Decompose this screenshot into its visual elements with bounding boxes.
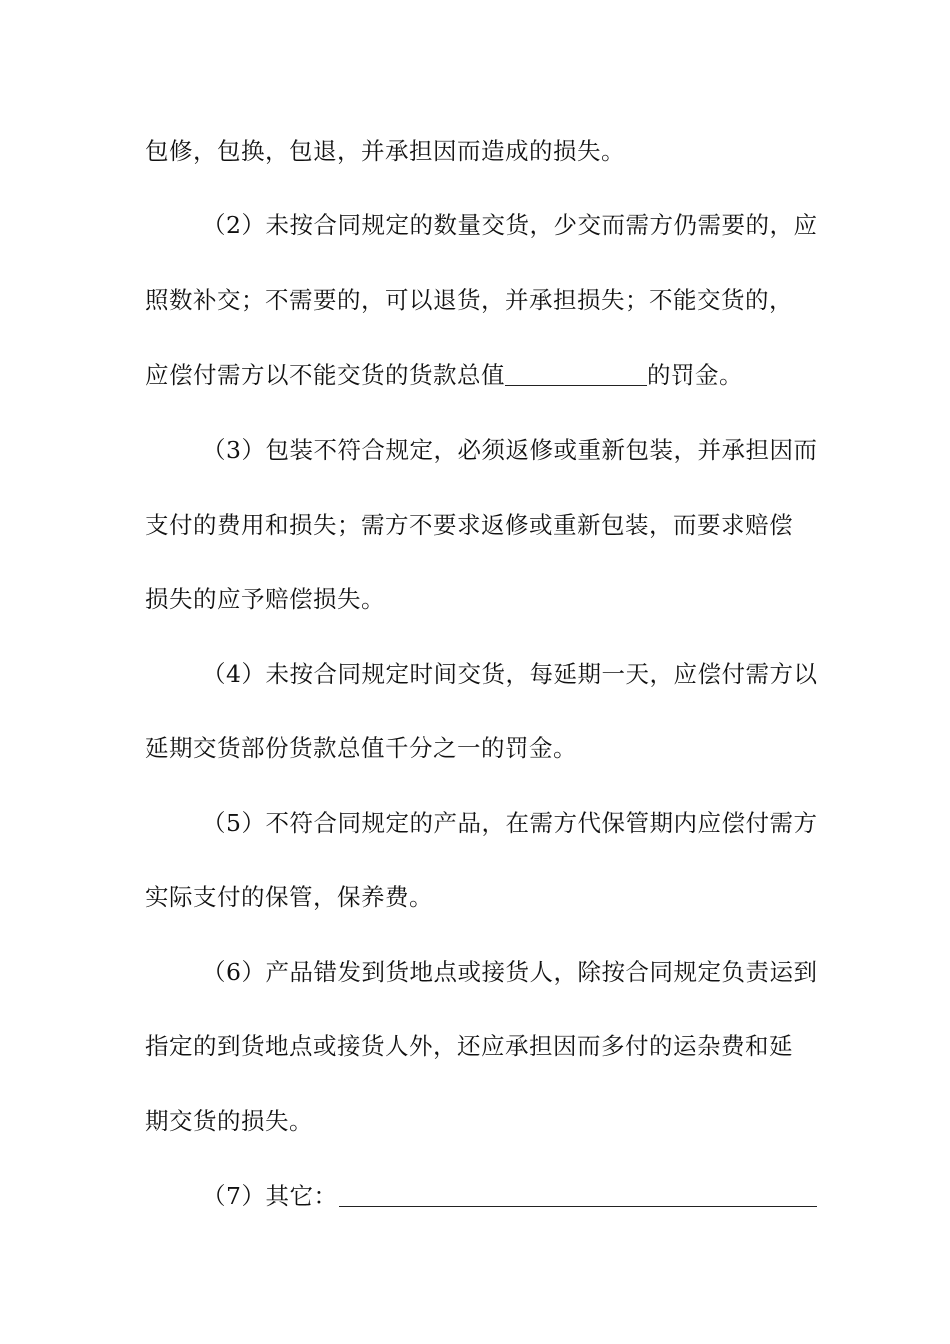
line-text: 指定的到货地点或接货人外，还应承担因而多付的运杂费和延 [145,1032,793,1060]
line-text: （6）产品错发到货地点或接货人，除按合同规定负责运到 [202,958,818,986]
clause-6-line-2 [145,1026,810,1066]
line-text: 实际支付的保管，保养费。 [145,883,433,911]
line-text: 支付的费用和损失；需方不要求返修或重新包装，而要求赔偿 [145,511,793,539]
clause-2-line-1 [145,205,818,245]
clause-6-line-3 [145,1101,810,1141]
penalty-blank-field[interactable] [505,357,647,386]
line-text: 包修，包换，包退，并承担因而造成的损失。 [145,137,625,165]
line-text: 延期交货部份货款总值千分之一的罚金。 [145,734,577,762]
clause-2-line-3 [145,355,810,395]
line-text: 损失的应予赔偿损失。 [145,585,385,613]
clause-3-line-3 [145,579,810,619]
line-text: （2）未按合同规定的数量交货，少交而需方仍需要的，应 [202,211,818,239]
other-terms-blank-field[interactable] [339,1178,817,1207]
clause-7-line-1 [145,1176,810,1216]
line-text: 的罚金。 [647,361,743,389]
line-text: （3）包装不符合规定，必须返修或重新包装，并承担因而 [202,436,818,464]
clause-5-line-2 [145,877,810,917]
line-text: 应偿付需方以不能交货的货款总值 [145,361,505,389]
clause-4-line-1 [145,654,818,694]
clause-3-line-2 [145,505,810,545]
clause-5-line-1 [145,803,818,843]
line-text: （7）其它： [202,1182,338,1210]
clause-6-line-1 [145,952,818,992]
text-line [145,131,810,171]
line-text: 照数补交；不需要的，可以退货，并承担损失；不能交货的， [145,286,793,314]
line-text: （5）不符合同规定的产品，在需方代保管期内应偿付需方 [202,809,818,837]
clause-4-line-2 [145,728,810,768]
line-text: （4）未按合同规定时间交货，每延期一天，应偿付需方以 [202,660,818,688]
clause-3-line-1 [145,430,818,470]
clause-2-line-2 [145,280,810,320]
line-text: 期交货的损失。 [145,1107,313,1135]
